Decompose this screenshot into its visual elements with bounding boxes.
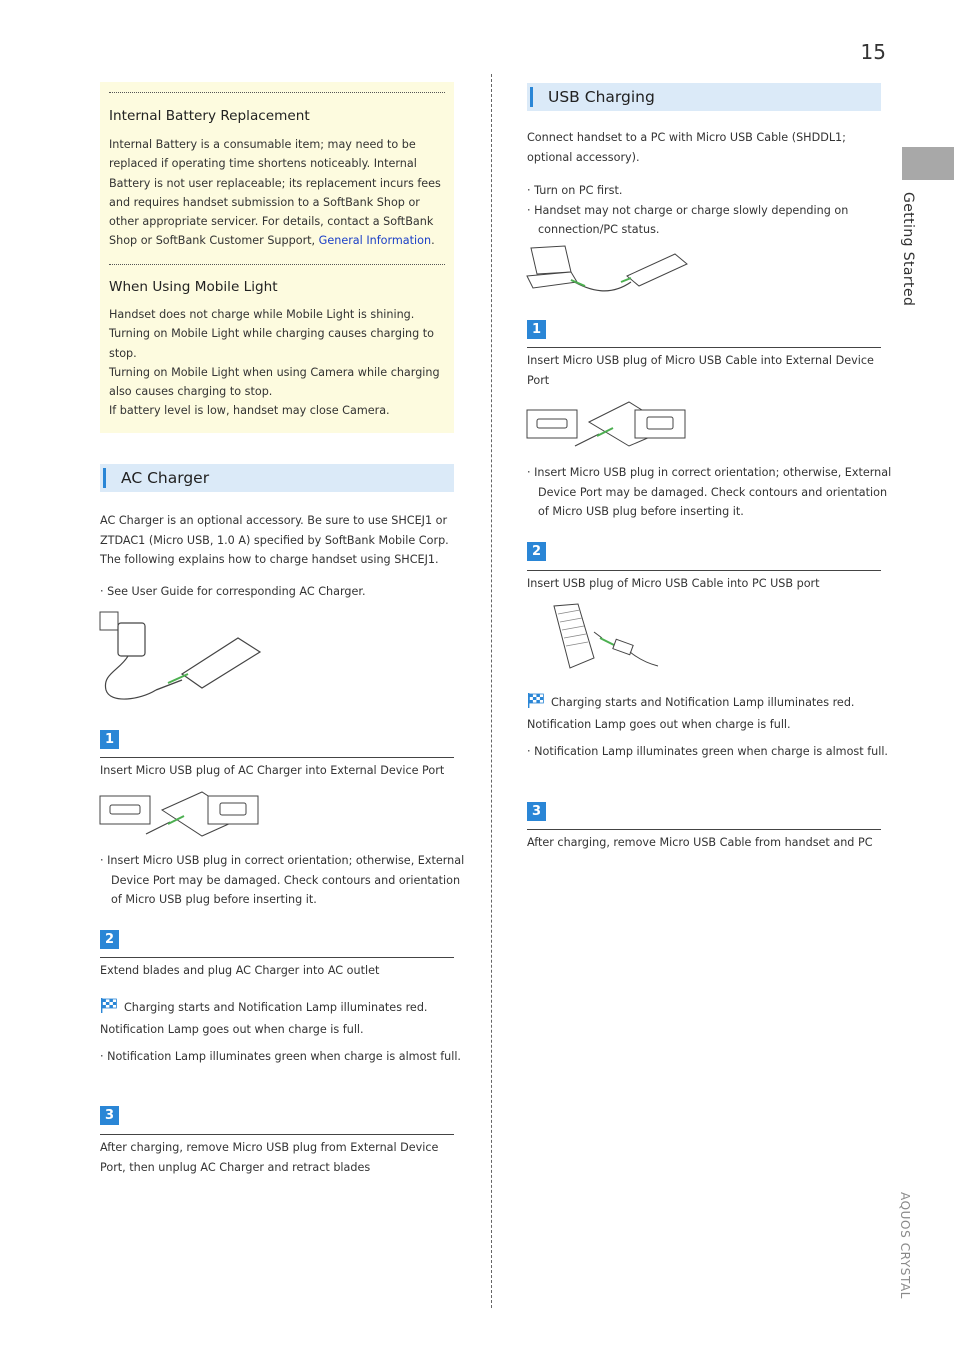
column-divider (491, 74, 492, 1308)
chapter-label: Getting Started (900, 192, 916, 307)
section-title: AC Charger (121, 469, 210, 487)
usb-step-2-text: Insert USB plug of Micro USB Cable into PC USB port (527, 577, 820, 590)
step-rule (100, 757, 454, 758)
step-badge-2: 2 (527, 542, 546, 561)
ac-intro: AC Charger is an optional accessory. Be sure to use SHCEJ1 or ZTDAC1 (Micro USB, 1.0 A) specified by SoftBank Mobile Corp. The following explains how to charge handset using SHCEJ1. (100, 514, 449, 566)
heading-accent-bar (103, 468, 106, 488)
mobile-light-heading: When Using Mobile Light (109, 279, 278, 295)
usb-bullet: · Handset may not charge or charge slowly depending on connection/PC status. (527, 203, 849, 236)
dotted-divider (109, 92, 445, 93)
mobile-light-text: Handset does not charge while Mobile Light is shining. Turning on Mobile Light while charging causes charging to stop. Turning on Mobile Light when using Camera while charging also causes charging to stop. If battery level is low, handset may close Camera. (109, 308, 440, 418)
ac-charger-illustration (98, 608, 263, 708)
usb-step-1-text: Insert Micro USB plug of Micro USB Cable into External Device Port (527, 354, 874, 387)
checkered-flag-icon (100, 998, 118, 1020)
usb-step-3-text: After charging, remove Micro USB Cable from handset and PC (527, 836, 873, 849)
chapter-tab-marker (902, 147, 954, 180)
usb-port-illustration (525, 400, 687, 450)
usb-laptop-illustration (550, 602, 662, 672)
step-badge-1: 1 (100, 730, 119, 749)
step-rule (100, 957, 454, 958)
general-information-link[interactable]: General Information (318, 234, 432, 248)
checkered-flag-icon (527, 693, 545, 715)
section-title: USB Charging (548, 88, 655, 106)
step-badge-2: 2 (100, 930, 119, 949)
ac-step-1-note: · Insert Micro USB plug in correct orientation; otherwise, External Device Port may be damaged. Check contours and orientation of Micro USB plug before inserting it. (100, 854, 465, 906)
step-badge-3: 3 (100, 1106, 119, 1125)
step-badge-1: 1 (527, 320, 546, 339)
step-rule (100, 1134, 454, 1135)
heading-accent-bar (530, 87, 533, 107)
ac-bullet: · See User Guide for corresponding AC Charger. (100, 585, 366, 598)
usb-pc-illustration (525, 242, 690, 298)
ac-step-2-result: Charging starts and Notification Lamp illuminates red. Notification Lamp goes out when charge is full. (100, 998, 456, 1039)
ac-step-2-text: Extend blades and plug AC Charger into AC outlet (100, 964, 380, 977)
usb-charging-heading (527, 83, 881, 111)
step-badge-3: 3 (527, 802, 546, 821)
usb-step-2-note: · Notification Lamp illuminates green when charge is almost full. (527, 745, 888, 758)
step-rule (527, 829, 881, 830)
usb-bullets (527, 181, 881, 240)
ac-step-3-text: After charging, remove Micro USB plug from External Device Port, then unplug AC Charger and retract blades (100, 1141, 439, 1174)
usb-bullet: · Turn on PC first. (527, 184, 623, 197)
page-number: 15 (860, 40, 886, 64)
usb-step-1-note: · Insert Micro USB plug in correct orientation; otherwise, External Device Port may be damaged. Check contours and orientation of Micro USB plug before inserting it. (527, 466, 892, 518)
usb-step-2-result: Charging starts and Notification Lamp illuminates red. Notification Lamp goes out when charge is full. (527, 693, 881, 734)
battery-text: Internal Battery is a consumable item; may need to be replaced if operating time shortens noticeably. Internal Battery is not user replaceable; its replacement incurs fees and requires handset submission to a SoftBank Shop or other appropriate servicer. For details, contact a SoftBank Shop or SoftBank Customer Support, General Information. (109, 138, 441, 248)
step-rule (527, 570, 881, 571)
dotted-divider (109, 264, 445, 265)
ac-step-2-note: · Notification Lamp illuminates green when charge is almost full. (100, 1050, 461, 1063)
usb-intro: Connect handset to a PC with Micro USB Cable (SHDDL1; optional accessory). (527, 131, 846, 164)
step-rule (527, 347, 881, 348)
battery-heading: Internal Battery Replacement (109, 108, 310, 124)
ac-charger-heading (100, 464, 454, 492)
ac-port-illustration (98, 790, 260, 840)
ac-step-1-text: Insert Micro USB plug of AC Charger into External Device Port (100, 764, 445, 777)
note-box (100, 82, 454, 433)
product-label: AQUOS CRYSTAL (898, 1192, 912, 1300)
